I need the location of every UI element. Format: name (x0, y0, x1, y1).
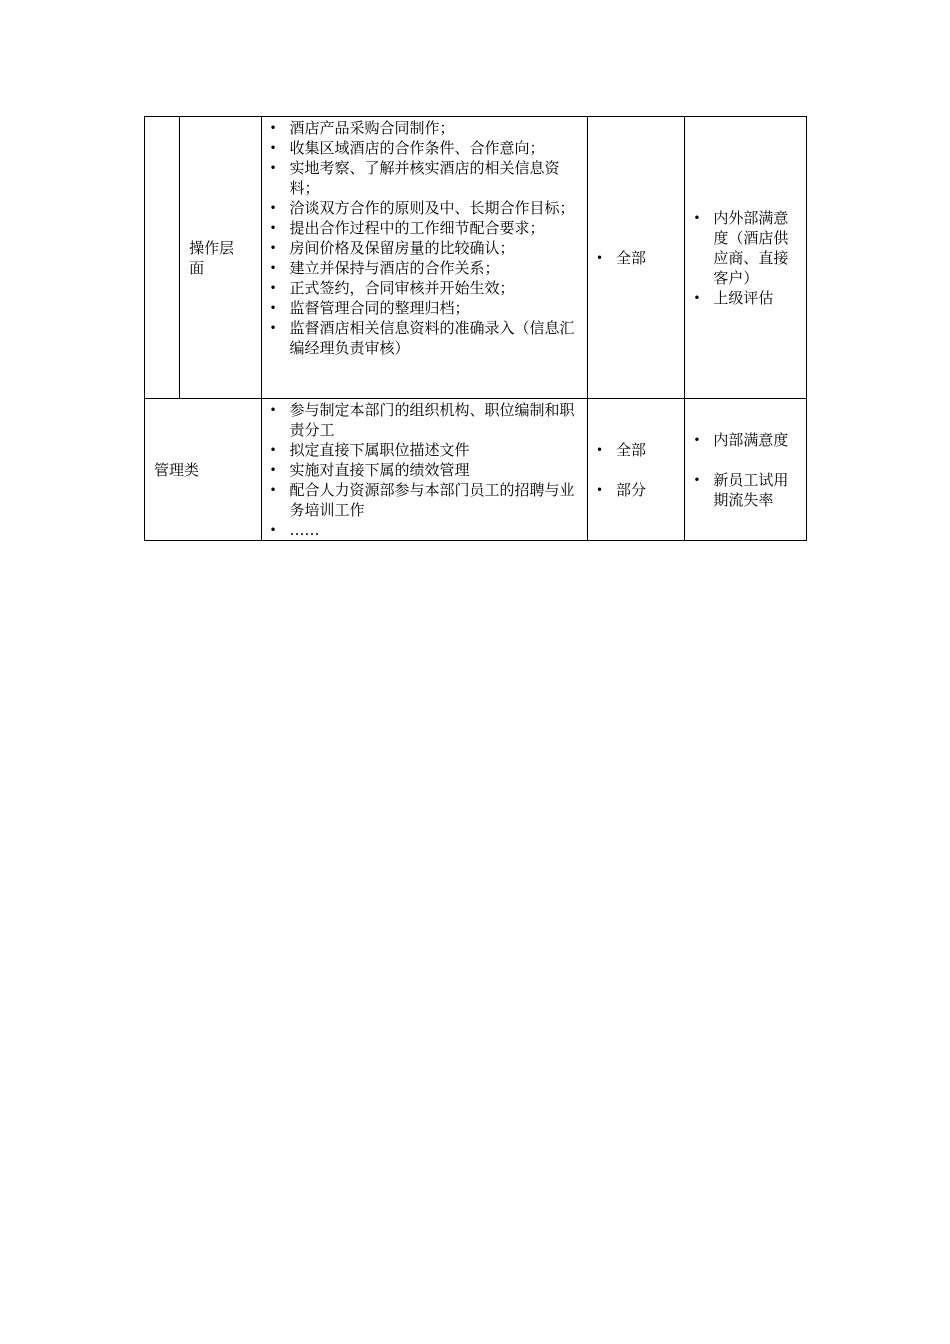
category-cell (180, 117, 261, 399)
list-item: • 上级评估 (693, 288, 802, 308)
list-item: • 全部 (596, 248, 680, 268)
tasks-cell (261, 117, 587, 399)
kpi-cell (685, 117, 807, 399)
category-label: 操作层面 (189, 238, 235, 277)
list-item: • …… (270, 520, 581, 540)
table-row (145, 399, 807, 541)
list-item: • 收集区域酒店的合作条件、合作意向； (270, 138, 581, 158)
list-item: • 监督酒店相关信息资料的准确录入（信息汇编经理负责审核） (270, 318, 581, 358)
list-item: • 配合人力资源部参与本部门员工的招聘与业务培训工作 (270, 480, 581, 520)
list-item: • 部分 (596, 480, 680, 500)
scope-cell (587, 399, 684, 541)
list-item: • 内部满意度 (693, 430, 802, 450)
list-item: • 监督管理合同的整理归档； (270, 298, 581, 318)
list-item: • 实施对直接下属的绩效管理 (270, 460, 581, 480)
table-row (145, 117, 807, 399)
list-item: • 提出合作过程中的工作细节配合要求； (270, 218, 581, 238)
list-item: • 新员工试用期流失率 (693, 470, 802, 510)
category-cell (145, 399, 262, 541)
list-item: • 房间价格及保留房量的比较确认； (270, 238, 581, 258)
responsibility-table (144, 116, 807, 541)
list-item: • 建立并保持与酒店的合作关系； (270, 258, 581, 278)
list-item: • 内外部满意度（酒店供应商、直接客户） (693, 208, 802, 288)
blank-cell (145, 117, 180, 399)
scope-cell (587, 117, 684, 399)
list-item: • 酒店产品采购合同制作； (270, 118, 581, 138)
list-item: • 全部 (596, 440, 680, 460)
list-item: • 实地考察、了解并核实酒店的相关信息资料； (270, 158, 581, 198)
list-item: • 参与制定本部门的组织机构、职位编制和职责分工 (270, 400, 581, 440)
category-label: 管理类 (154, 460, 200, 479)
list-item: • 洽谈双方合作的原则及中、长期合作目标； (270, 198, 581, 218)
list-item: • 拟定直接下属职位描述文件 (270, 440, 581, 460)
tasks-cell (261, 399, 587, 541)
kpi-cell (685, 399, 807, 541)
list-item: • 正式签约，合同审核并开始生效； (270, 278, 581, 298)
